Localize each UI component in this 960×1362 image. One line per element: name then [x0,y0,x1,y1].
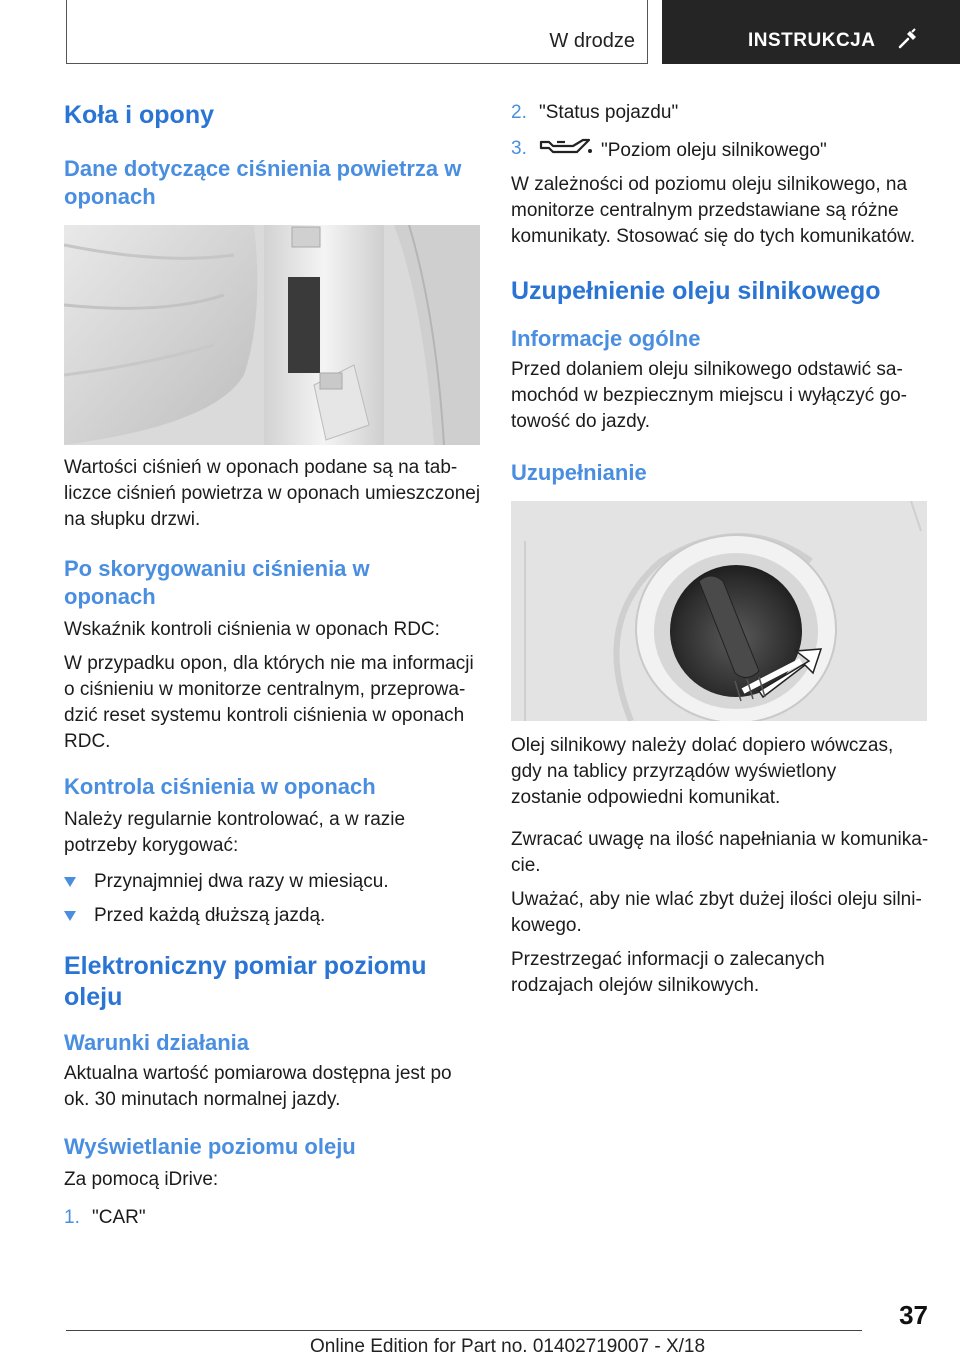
step-item: 1. "CAR" [64,1207,146,1228]
text-za-pomoca-idrive: Za pomocą iDrive: [64,1169,219,1190]
triangle-bullet-icon [64,911,76,921]
page-number: 37 [899,1300,928,1330]
header-section-title: W drodze [549,30,635,52]
heading-informacje-ogolne: Informacje ogólne [511,326,701,351]
heading-uzupelnianie: Uzupełnianie [511,460,647,485]
heading-wyswietlanie-poziomu: Wyświetlanie poziomu oleju [64,1134,356,1159]
text-wskaznik-rdc: Wskaźnik kontroli ciśnienia w oponach RDC: [64,619,440,640]
text-przed-dolaniem: Przed dolaniem oleju silnikowego odstawić samochód w bezpiecznym miejscu i wyłączyć gotowość do jazdy. [511,359,907,432]
oil-filler-cap-photo [511,501,927,721]
footer-edition: Online Edition for Part no. 01402719007 - X/18 [310,1336,706,1357]
header-tab-instrukcja[interactable] [662,0,960,64]
text-aktualna-wartosc: Aktualna wartość pomiarowa dostępna jest po ok. 30 minutach normalnej jazdy. [64,1063,452,1110]
bullet-item: Przynajmniej dwa razy w miesiącu. [64,869,482,895]
wrench-icon [897,28,919,55]
heading-kola-i-opony: Koła i opony [64,101,214,129]
bullet-item: Przed każdą dłuższą jazdą. [64,903,482,929]
text-zwracac-uwage: Zwracać uwagę na ilość napełniania w komunikacie. [511,829,929,876]
step-item: 3. "Poziom oleju silnikowego" [511,136,929,166]
heading-uzupelnienie-oleju: Uzupełnienie oleju silnikowego [511,277,881,305]
heading-warunki-dzialania: Warunki działania [64,1030,250,1055]
triangle-bullet-icon [64,877,76,887]
text-olej-silnikowy: Olej silnikowy należy dolać dopiero wówczas, gdy na tablicy przyrządów wyświetlony zostanie odpowiedni komunikat. [511,735,894,808]
text-uwazac: Uważać, aby nie wlać zbyt dużej ilości oleju silnikowego. [511,889,922,936]
oil-can-icon [539,136,593,166]
left-column [64,100,482,1231]
text-w-zaleznosci: W zależności od poziomu oleju silnikowego, na monitorze centralnym przedstawiane są różne komunikaty. Stosować się do tych komunikatów. [511,174,916,247]
text-w-przypadku-opon: W przypadku opon, dla których nie ma informacji o ciśnieniu w monitorze centralnym, przeprowadzić reset systemu kontroli ciśnienia w oponach RDC. [64,653,474,752]
heading-kontrola-cisnienia: Kontrola ciśnienia w oponach [64,774,376,799]
right-column [511,100,929,999]
footer-rule [66,1330,862,1331]
text-nalezy-regularnie: Należy regularnie kontrolować, a w razie potrzeby korygować: [64,809,406,856]
heading-po-skorygowaniu: Po skorygowaniu ciśnienia w oponach [64,556,370,609]
text-wartosci-cisnien: Wartości ciśnień w oponach podane są na tabliczce ciśnień powietrza w oponach umieszczonej na słupku drzwi. [64,457,481,530]
text-przestrzegac: Przestrzegać informacji o zalecanych rodzajach olejów silnikowych. [511,949,825,996]
step-item: 2. "Status pojazdu" [511,102,679,123]
heading-dane-cisnienia: Dane dotyczące ciśnienia powietrza w oponach [64,156,462,209]
heading-elektroniczny-pomiar: Elektroniczny pomiar poziomu oleju [64,952,427,1011]
door-pillar-photo [64,225,480,445]
header-tab-label: INSTRUKCJA [748,30,876,51]
